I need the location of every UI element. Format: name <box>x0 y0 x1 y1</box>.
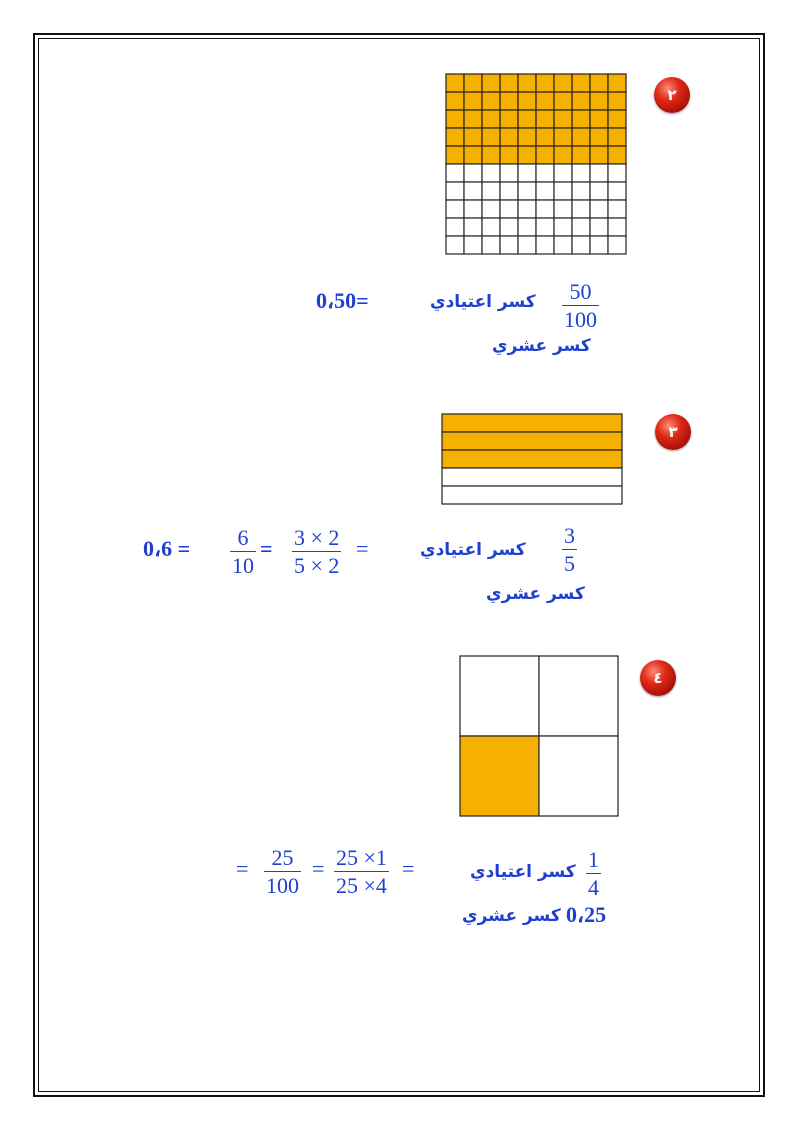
shaded-cell <box>446 128 464 146</box>
grid-cell <box>572 182 590 200</box>
fraction-bar <box>230 551 256 552</box>
grid-cell <box>500 182 518 200</box>
grid-cell <box>536 236 554 254</box>
shaded-cell <box>500 128 518 146</box>
fraction-numerator: 50 <box>569 279 592 304</box>
grid-cell <box>518 236 536 254</box>
shaded-cell <box>608 110 626 128</box>
grid-cell <box>464 218 482 236</box>
grid-cell <box>608 218 626 236</box>
shaded-cell <box>482 110 500 128</box>
shaded-strip <box>442 432 622 450</box>
grid-cell <box>554 236 572 254</box>
shaded-cell <box>464 146 482 164</box>
common-fraction-label: كسر اعتيادي <box>420 540 526 560</box>
shaded-cell <box>446 146 464 164</box>
strip <box>442 486 622 504</box>
shaded-cell <box>482 146 500 164</box>
shaded-cell <box>518 74 536 92</box>
fraction-bar <box>264 871 301 872</box>
shaded-cell <box>536 110 554 128</box>
shaded-cell <box>482 74 500 92</box>
grid-cell <box>554 182 572 200</box>
shaded-cell <box>590 146 608 164</box>
shaded-quarter <box>460 736 539 816</box>
grid-cell <box>590 164 608 182</box>
grid-cell <box>500 236 518 254</box>
grid-cell <box>572 200 590 218</box>
fifths-strip-diagram <box>442 414 622 504</box>
grid-cell <box>572 218 590 236</box>
shaded-cell <box>518 92 536 110</box>
fraction-denominator: 10 <box>232 553 254 579</box>
grid-cell <box>608 200 626 218</box>
grid-cell <box>590 218 608 236</box>
common-fraction-label: كسر اعتيادي <box>470 862 576 882</box>
grid-cell <box>464 236 482 254</box>
shaded-cell <box>608 74 626 92</box>
shaded-cell <box>554 146 572 164</box>
fraction-bar <box>586 873 601 874</box>
strip <box>442 468 622 486</box>
grid-cell <box>518 164 536 182</box>
hundred-grid-diagram <box>446 74 626 254</box>
shaded-cell <box>572 128 590 146</box>
shaded-cell <box>464 128 482 146</box>
grid-cell <box>608 182 626 200</box>
fraction-denominator: 5 × 2 <box>294 553 340 579</box>
shaded-cell <box>518 110 536 128</box>
shaded-cell <box>446 74 464 92</box>
shaded-cell <box>608 92 626 110</box>
decimal-fraction-label: كسر عشري <box>462 906 561 926</box>
grid-cell <box>482 236 500 254</box>
shaded-cell <box>500 110 518 128</box>
grid-cell <box>554 164 572 182</box>
fraction-numerator: 25 <box>271 845 294 870</box>
fraction-bar <box>562 549 577 550</box>
fraction-numerator: 3 <box>564 523 575 548</box>
shaded-cell <box>500 92 518 110</box>
shaded-cell <box>500 74 518 92</box>
shaded-cell <box>536 92 554 110</box>
fraction-bar <box>292 551 341 552</box>
grid-cell <box>518 182 536 200</box>
quarter <box>460 656 539 736</box>
shaded-cell <box>482 128 500 146</box>
shaded-cell <box>572 146 590 164</box>
grid-cell <box>572 236 590 254</box>
shaded-cell <box>590 128 608 146</box>
decimal-value: 0،25 <box>566 902 607 927</box>
quarter <box>539 656 618 736</box>
shaded-cell <box>608 128 626 146</box>
equals-sign: = <box>356 536 369 561</box>
decimal-result: 0،50= <box>316 288 369 313</box>
fraction-numerator: 3 × 2 <box>294 525 340 550</box>
shaded-cell <box>590 92 608 110</box>
page-border-inner <box>38 38 760 1092</box>
fraction-50-100 <box>562 280 599 331</box>
equals-sign: = <box>260 536 273 561</box>
shaded-strip <box>442 414 622 432</box>
shaded-cell <box>554 74 572 92</box>
shaded-cell <box>446 92 464 110</box>
problem-number-badge-4: ٤ <box>640 660 676 696</box>
problem-number-badge-3: ٣ <box>655 414 691 450</box>
fraction-denominator: 4 <box>588 875 599 901</box>
shaded-cell <box>536 128 554 146</box>
decimal-fraction-label: كسر عشري <box>492 336 591 356</box>
grid-cell <box>464 200 482 218</box>
problem-number-badge-2: ٢ <box>654 77 690 113</box>
grid-cell <box>482 182 500 200</box>
fraction-denominator: 25 ×4 <box>336 873 387 899</box>
shaded-cell <box>446 110 464 128</box>
fraction-numerator: 25 ×1 <box>336 845 387 870</box>
shaded-cell <box>518 146 536 164</box>
shaded-cell <box>536 74 554 92</box>
shaded-cell <box>464 92 482 110</box>
grid-cell <box>536 218 554 236</box>
grid-cell <box>518 218 536 236</box>
grid-cell <box>500 164 518 182</box>
equals-sign: = <box>402 856 415 881</box>
grid-cell <box>590 182 608 200</box>
quarter <box>539 736 618 816</box>
grid-cell <box>536 182 554 200</box>
grid-cell <box>500 218 518 236</box>
shaded-cell <box>590 110 608 128</box>
fraction-3-5 <box>562 524 577 575</box>
fraction-25-100 <box>264 846 301 897</box>
grid-cell <box>572 164 590 182</box>
fraction-1-4 <box>586 848 601 899</box>
grid-cell <box>446 164 464 182</box>
shaded-cell <box>572 110 590 128</box>
shaded-cell <box>536 146 554 164</box>
shaded-cell <box>500 146 518 164</box>
grid-cell <box>482 218 500 236</box>
fraction-denominator: 5 <box>564 551 575 577</box>
grid-cell <box>446 182 464 200</box>
grid-cell <box>464 182 482 200</box>
equals-sign: = <box>312 856 325 881</box>
grid-cell <box>464 164 482 182</box>
fraction-bar <box>334 871 389 872</box>
decimal-result: 0،6 = <box>143 536 191 561</box>
fraction-3x2-5x2 <box>292 526 341 577</box>
fraction-bar <box>562 305 599 306</box>
equals-sign: = <box>236 856 249 881</box>
grid-cell <box>536 200 554 218</box>
grid-cell <box>500 200 518 218</box>
shaded-cell <box>554 92 572 110</box>
shaded-cell <box>518 128 536 146</box>
grid-cell <box>446 236 464 254</box>
common-fraction-label: كسر اعتيادي <box>430 292 536 312</box>
grid-cell <box>608 164 626 182</box>
grid-cell <box>446 200 464 218</box>
grid-cell <box>446 218 464 236</box>
fraction-numerator: 1 <box>588 847 599 872</box>
grid-cell <box>554 200 572 218</box>
grid-cell <box>536 164 554 182</box>
shaded-strip <box>442 450 622 468</box>
shaded-cell <box>554 128 572 146</box>
shaded-cell <box>608 146 626 164</box>
grid-cell <box>590 200 608 218</box>
fraction-numerator: 6 <box>237 525 249 550</box>
quarters-square-diagram <box>460 656 618 816</box>
fraction-25x1-25x4 <box>334 846 389 897</box>
shaded-cell <box>464 110 482 128</box>
shaded-cell <box>572 92 590 110</box>
shaded-cell <box>482 92 500 110</box>
decimal-fraction-label: كسر عشري <box>486 584 585 604</box>
shaded-cell <box>554 110 572 128</box>
grid-cell <box>554 218 572 236</box>
grid-cell <box>608 236 626 254</box>
shaded-cell <box>464 74 482 92</box>
grid-cell <box>482 200 500 218</box>
grid-cell <box>482 164 500 182</box>
grid-cell <box>590 236 608 254</box>
grid-cell <box>518 200 536 218</box>
fraction-denominator: 100 <box>564 307 597 333</box>
fraction-6-10 <box>230 526 256 577</box>
shaded-cell <box>590 74 608 92</box>
shaded-cell <box>572 74 590 92</box>
fraction-denominator: 100 <box>266 873 299 899</box>
